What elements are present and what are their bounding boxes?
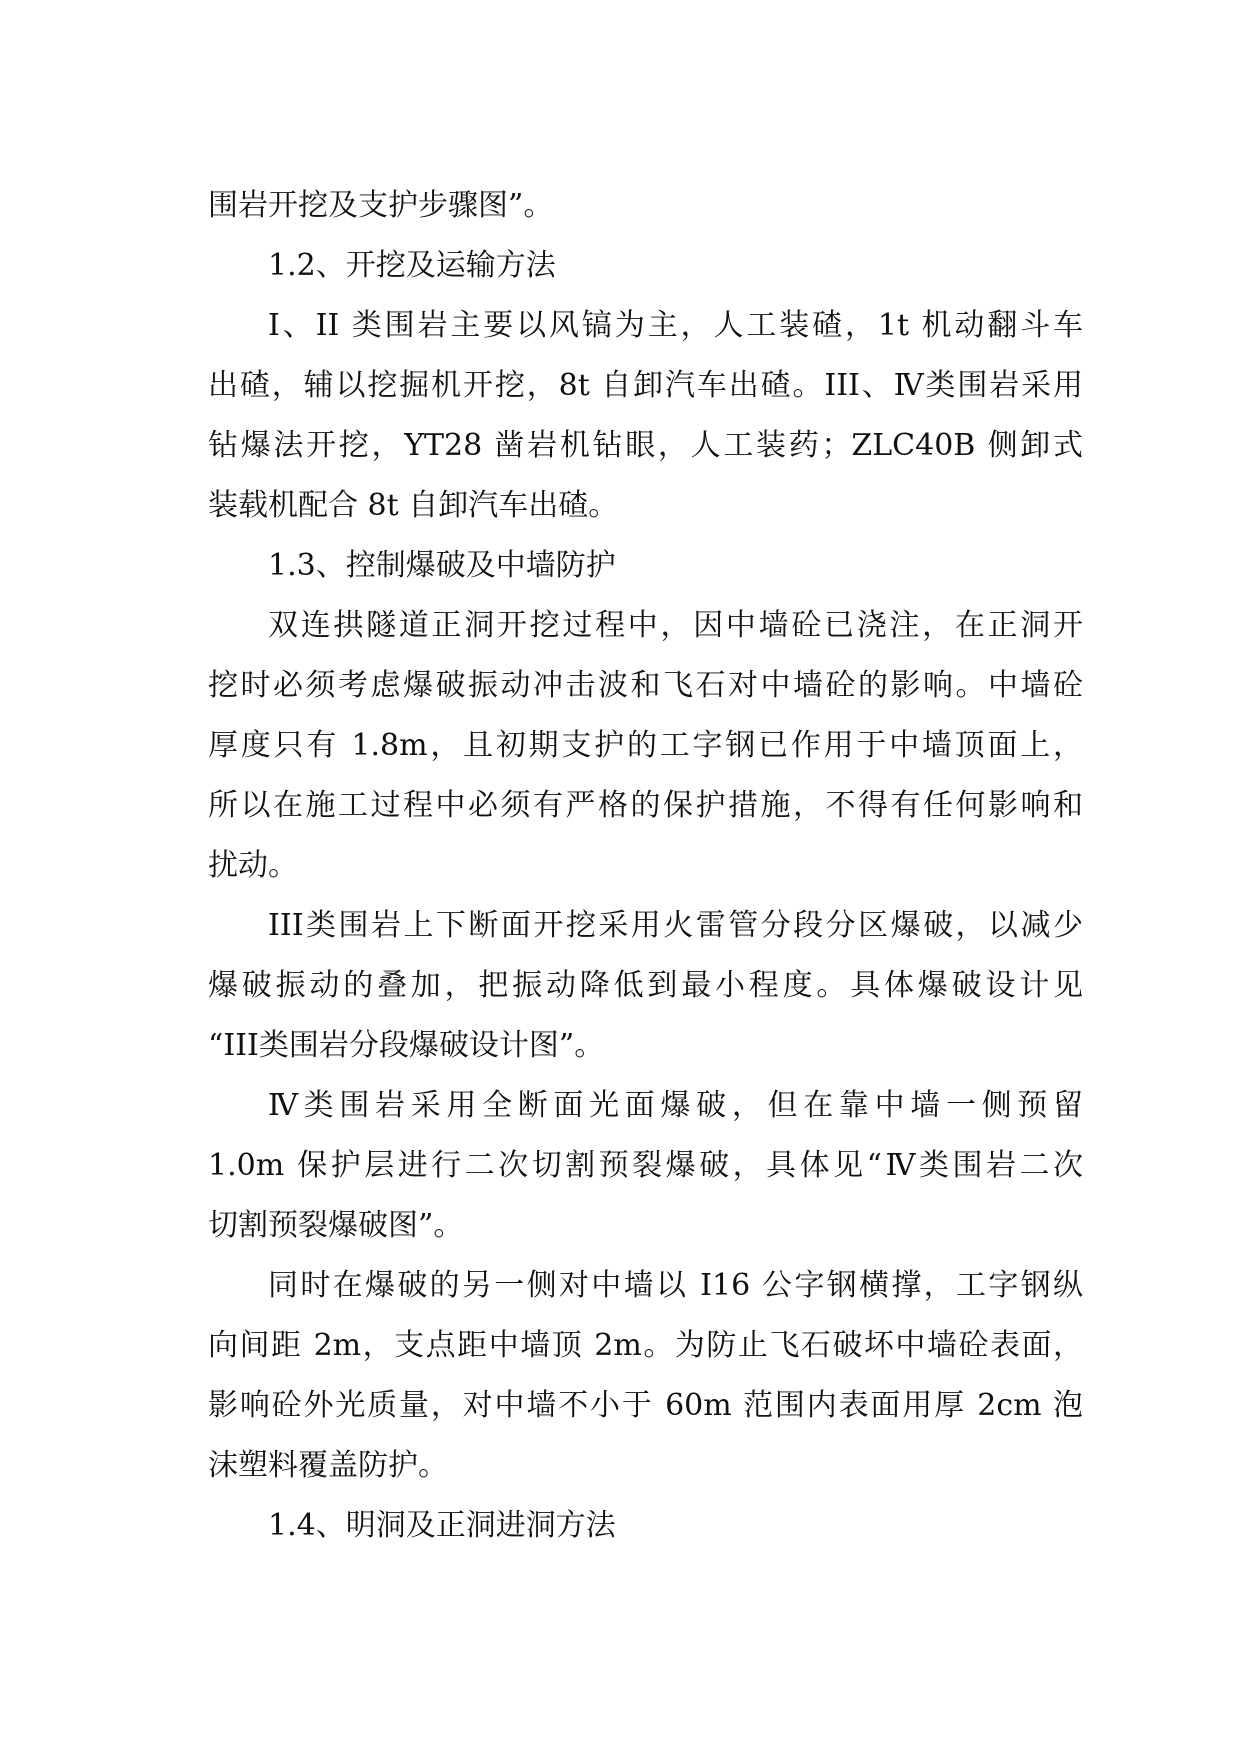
text-line-5: 钻爆法开挖，YT28 凿岩机钻眼，人工装药；ZLC40B 侧卸式 [208, 428, 1083, 463]
text-line-14: 爆破振动的叠加，把振动降低到最小程度。具体爆破设计见 [208, 968, 1083, 1003]
text-line-22: 沫塑料覆盖防护。 [208, 1448, 448, 1483]
text-line-19: 同时在爆破的另一侧对中墙以 I16 公字钢横撑，工字钢纵 [268, 1268, 1083, 1303]
text-line-12: 扰动。 [208, 848, 298, 883]
text-line-20: 向间距 2m，支点距中墙顶 2m。为防止飞石破坏中墙砼表面， [208, 1328, 1083, 1363]
text-line-13: III类围岩上下断面开挖采用火雷管分段分区爆破，以减少 [268, 908, 1083, 943]
text-line-4: 出碴，辅以挖掘机开挖，8t 自卸汽车出碴。III、Ⅳ类围岩采用 [208, 368, 1083, 403]
text-line-16: Ⅳ类围岩采用全断面光面爆破，但在靠中墙一侧预留 [268, 1088, 1083, 1123]
text-line-15: “III类围岩分段爆破设计图”。 [208, 1028, 605, 1063]
text-line-17: 1.0m 保护层进行二次切割预裂爆破，具体见“Ⅳ类围岩二次 [208, 1148, 1083, 1183]
text-line-2: 1.2、开挖及运输方法 [268, 248, 556, 283]
text-line-23: 1.4、明洞及正洞进洞方法 [268, 1508, 616, 1543]
text-line-7: 1.3、控制爆破及中墙防护 [268, 548, 616, 583]
text-line-6: 装载机配合 8t 自卸汽车出碴。 [208, 488, 619, 523]
text-line-8: 双连拱隧道正洞开挖过程中，因中墙砼已浇注，在正洞开 [268, 608, 1083, 643]
text-line-10: 厚度只有 1.8m，且初期支护的工字钢已作用于中墙顶面上， [208, 728, 1083, 763]
text-line-9: 挖时必须考虑爆破振动冲击波和飞石对中墙砼的影响。中墙砼 [208, 668, 1083, 703]
text-line-3: I、II 类围岩主要以风镐为主，人工装碴，1t 机动翻斗车 [268, 308, 1083, 343]
text-line-11: 所以在施工过程中必须有严格的保护措施，不得有任何影响和 [208, 788, 1083, 823]
text-line-18: 切割预裂爆破图”。 [208, 1208, 464, 1243]
text-line-21: 影响砼外光质量，对中墙不小于 60m 范围内表面用厚 2cm 泡 [208, 1388, 1083, 1423]
document-body [208, 176, 1083, 1556]
text-line-1: 围岩开挖及支护步骤图”。 [208, 188, 554, 223]
